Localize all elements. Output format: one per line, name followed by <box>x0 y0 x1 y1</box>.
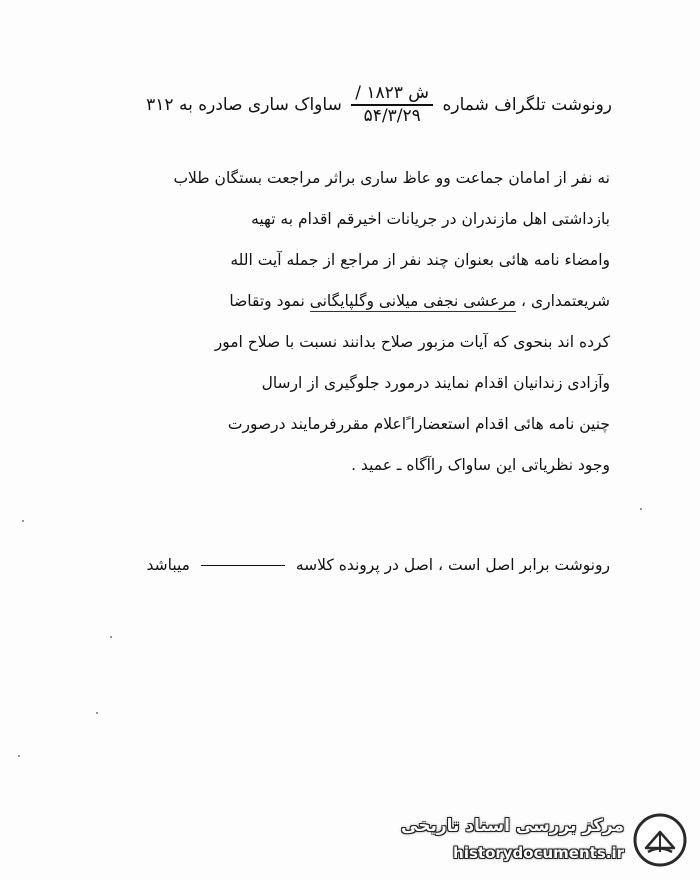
body-line: نه نفر از امامان جماعت وو عاظ ساری براثر مراجعت بستگان طلاب <box>173 169 610 187</box>
body-line: چنین نامه هائی اقدام استعضارا ًاعلام مقررفرمایند درصورت <box>227 415 610 433</box>
document-header <box>82 84 612 126</box>
archive-watermark <box>398 808 688 870</box>
telegram-body <box>90 158 610 486</box>
book-logo-icon <box>632 812 688 868</box>
body-line: وامضاء نامه هائی بعنوان چند نفر از مراجع از جمله آیت الله <box>230 251 610 269</box>
blank-line <box>201 565 285 566</box>
scan-speck <box>22 520 24 522</box>
certification-start: رونوشت برابر اصل است ، اصل در پرونده کلاسه <box>295 556 610 574</box>
body-line: وجود نظریاتی این ساواک راآگاه ـ عمید . <box>351 456 610 474</box>
scan-speck <box>110 636 112 638</box>
body-line-4-end: نمود وتقاضا <box>229 292 310 310</box>
body-line: کرده اند بنحوی که آیات مزبور صلاح بدانند نسبت با صلاح امور <box>214 333 610 351</box>
telegram-number <box>351 85 433 125</box>
watermark-title: مرکز بررسی اسناد تاریخی <box>401 816 624 836</box>
body-line-with-names <box>90 281 610 322</box>
certification-end: میباشد <box>146 556 190 574</box>
header-suffix: ساواک ساری صادره به ۳۱۲ <box>146 95 342 115</box>
scan-speck <box>96 712 98 714</box>
watermark-url: historydocuments.ir <box>453 844 624 862</box>
header-prefix: رونوشت تلگراف شماره <box>442 95 612 115</box>
telegram-date: ۵۴/۳/۲۹ <box>363 106 421 126</box>
body-line: بازداشتی اهل مازندران در جریانات اخیرقم اقدام به تهیه <box>251 210 610 228</box>
scan-speck <box>18 755 20 757</box>
body-line-4-start: شریعتمداری ، <box>516 292 610 310</box>
scan-speck <box>640 508 642 510</box>
certification-line <box>90 551 610 579</box>
underlined-names: مرعشی نجفی میلانی وگلپایگانی <box>309 292 517 310</box>
body-line: وآزادی زندانیان اقدام نمایند درمورد جلوگیری از ارسال <box>261 374 610 392</box>
telegram-number-top: ش ۱۸۲۳ / <box>351 85 433 106</box>
